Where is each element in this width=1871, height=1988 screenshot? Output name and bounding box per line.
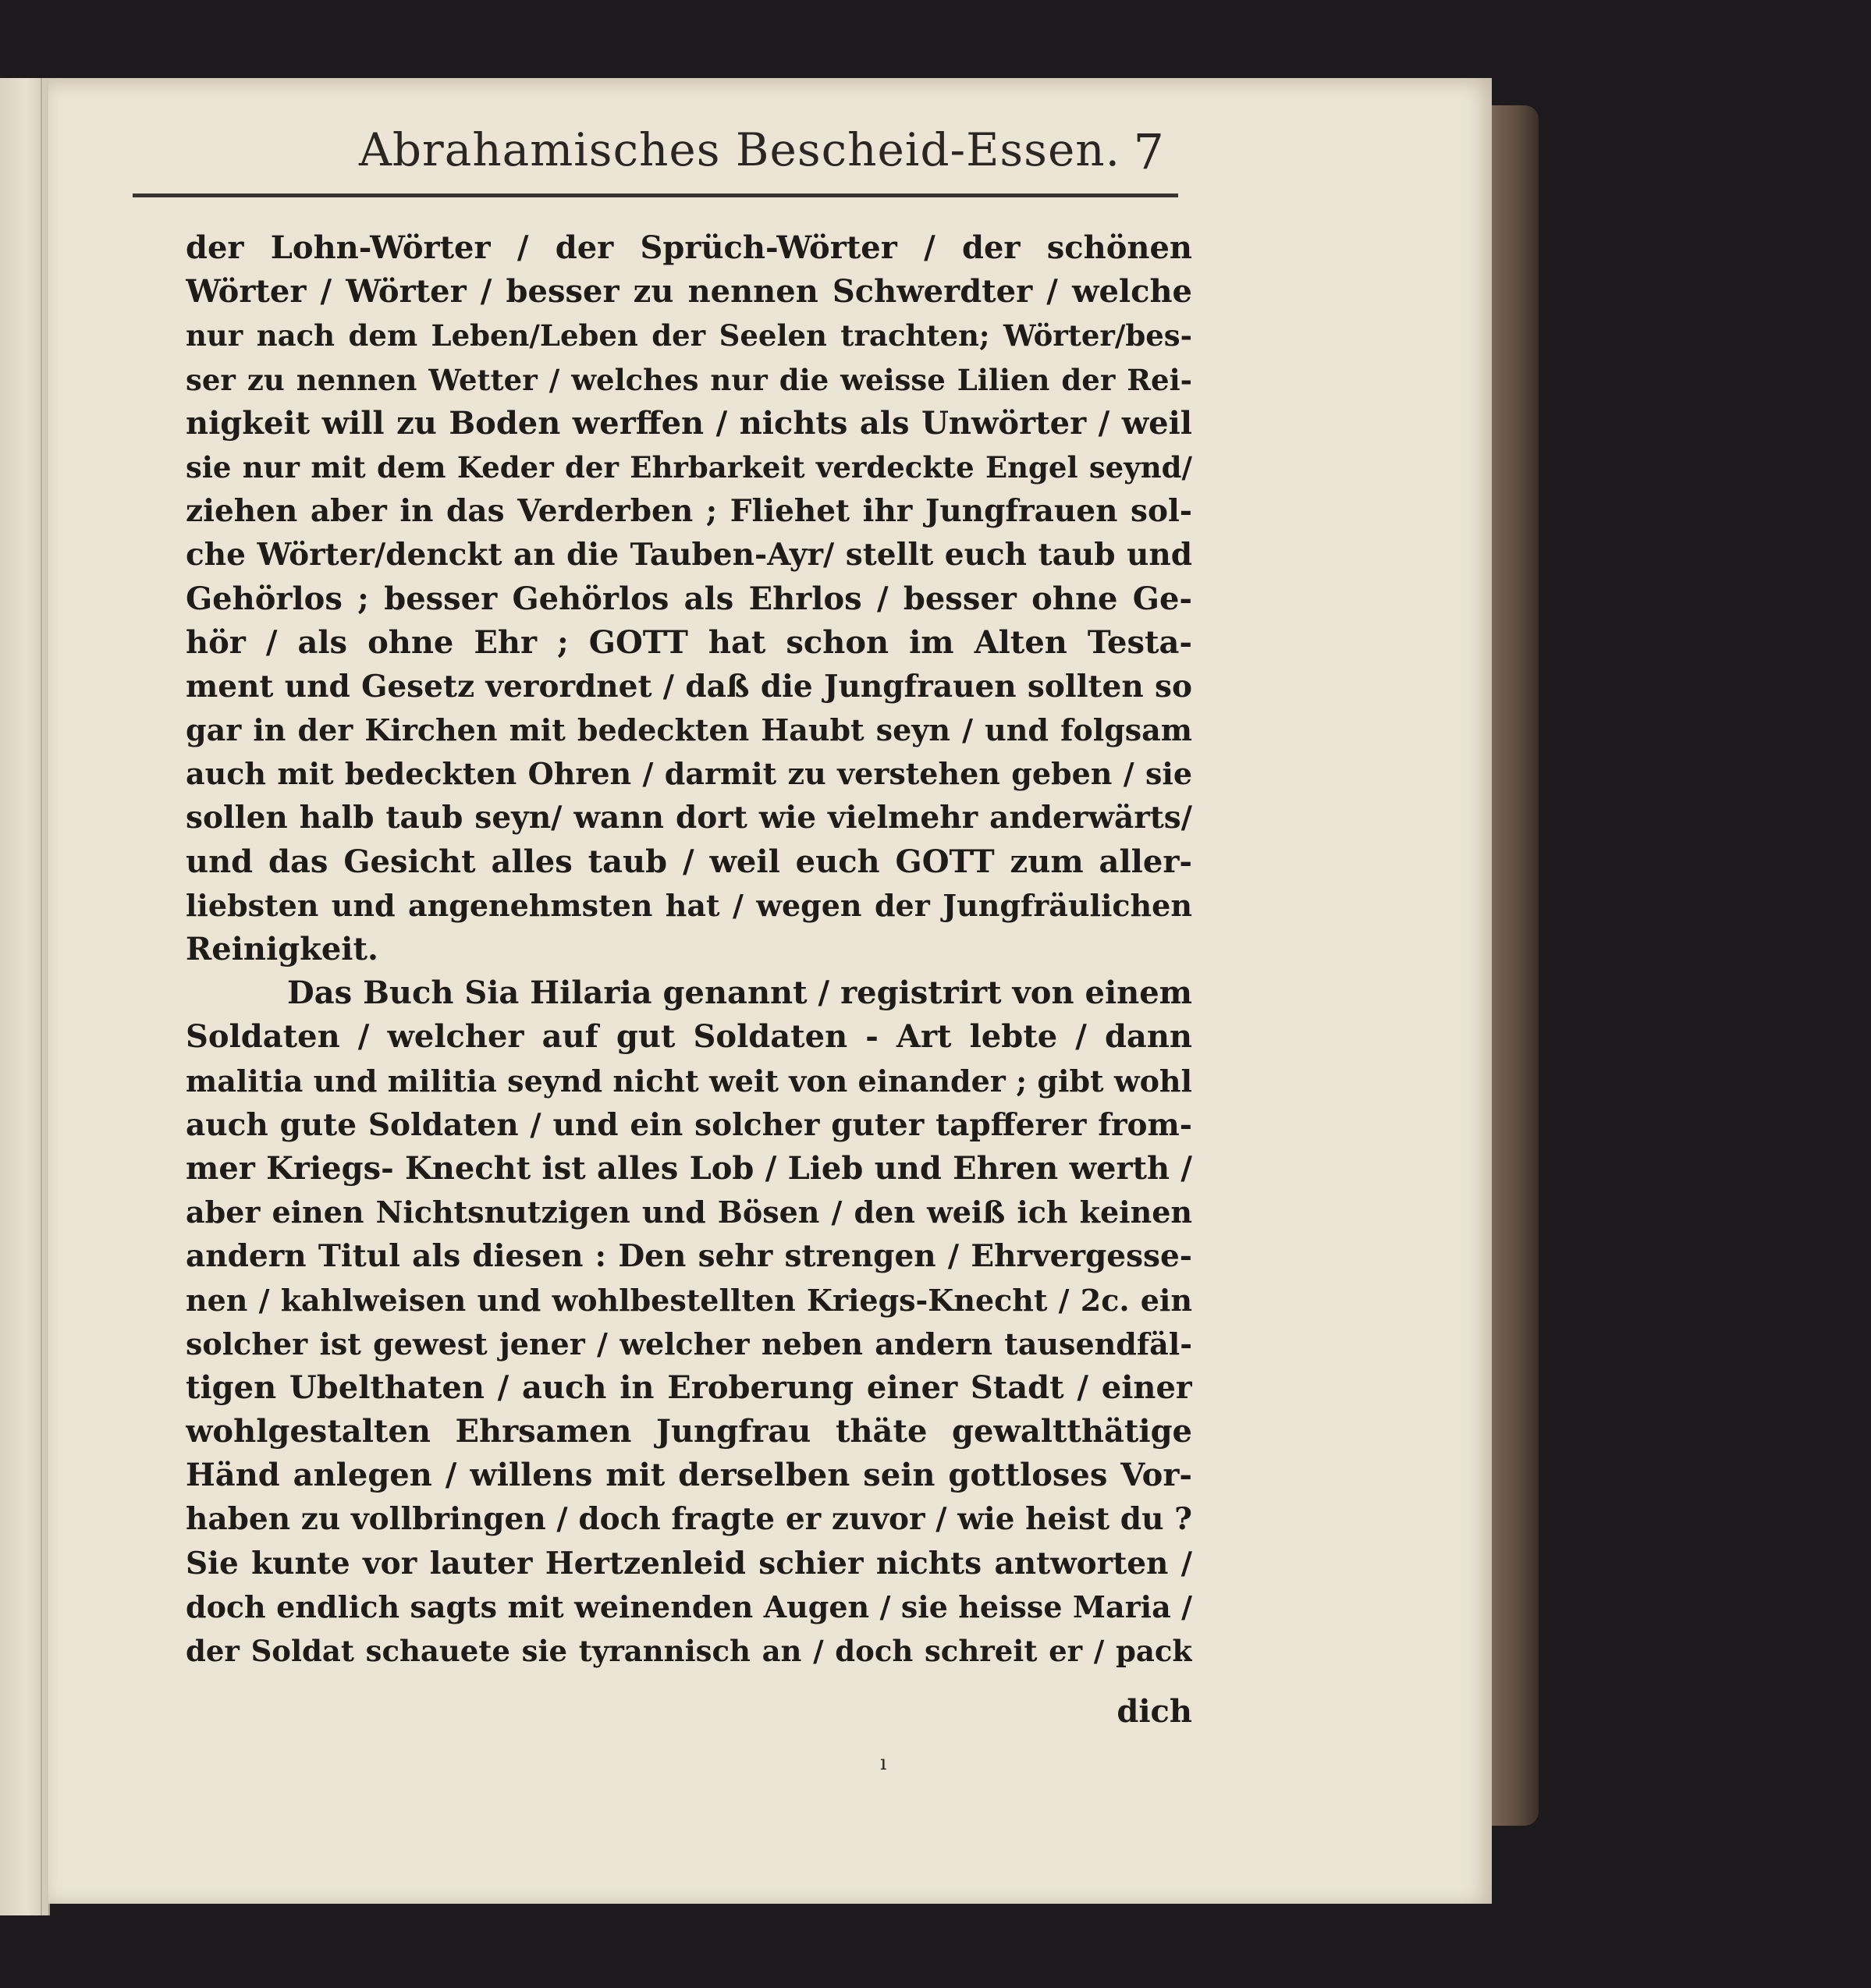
text-line: andern Titul als diesen : Den sehr strengen / Ehrvergesse-	[186, 1238, 1192, 1275]
text-line: mer Kriegs- Knecht ist alles Lob / Lieb und Ehren werth /	[186, 1149, 1192, 1187]
text-line: der Lohn-Wörter / der Sprüch-Wörter / der schönen	[186, 229, 1192, 266]
text-line: doch endlich sagts mit weinenden Augen / sie heisse Maria /	[186, 1589, 1192, 1624]
text-line: und das Gesicht alles taub / weil euch GOTT zum aller-	[186, 843, 1192, 880]
signature-mark: ı	[880, 1752, 887, 1775]
text-line: nur nach dem Leben/Leben der Seelen trachten; Wörter/bes-	[186, 318, 1192, 353]
paragraph-start-line: Das Buch Sia Hilaria genannt / registrirt von einem	[287, 974, 1192, 1012]
text-line: ziehen aber in das Verderben ; Fliehet ihr Jungfrauen sol-	[186, 493, 1192, 530]
text-line: auch gute Soldaten / und ein solcher guter tapfferer from-	[186, 1106, 1192, 1143]
text-line: Händ anlegen / willens mit derselben sein gottloses Vor-	[186, 1457, 1192, 1494]
text-line: der Soldat schauete sie tyrannisch an / doch schreit er / pack	[186, 1634, 1192, 1668]
left-page-edge	[0, 78, 50, 1915]
text-line: liebsten und angenehmsten hat / wegen der Jungfräulichen	[186, 887, 1192, 923]
text-line: solcher ist gewest jener / welcher neben andern tausendfäl-	[186, 1326, 1192, 1361]
text-line: Soldaten / welcher auf gut Soldaten - Art lebte / dann	[186, 1018, 1192, 1056]
text-line: malitia und militia seynd nicht weit von einander ; gibt wohl	[186, 1063, 1192, 1099]
text-line: aber einen Nichtsnutzigen und Bösen / den weiß ich keinen	[186, 1195, 1192, 1230]
text-line: Wörter / Wörter / besser zu nennen Schwerdter / welche	[186, 273, 1192, 311]
text-line: sie nur mit dem Keder der Ehrbarkeit verdeckte Engel seynd/	[186, 449, 1192, 485]
text-line: auch mit bedeckten Ohren / darmit zu verstehen geben / sie	[186, 756, 1192, 792]
text-line: nen / kahlweisen und wohlbestellten Kriegs-Knecht / 2c. ein	[186, 1282, 1192, 1318]
text-line: sollen halb taub seyn/ wann dort wie vielmehr anderwärts/	[186, 800, 1192, 836]
running-title: Abrahamisches Bescheid-Essen.	[359, 123, 1121, 176]
text-line: ment und Gesetz verordnet / daß die Jungfrauen sollten so	[186, 668, 1192, 705]
page-header	[133, 117, 1178, 195]
text-line: Reinigkeit.	[186, 931, 378, 967]
text-line: tigen Ubelthaten / auch in Eroberung einer Stadt / einer	[186, 1369, 1192, 1406]
text-line: che Wörter/denckt an die Tauben-Ayr/ stellt euch taub und	[186, 537, 1192, 573]
text-line: nigkeit will zu Boden werffen / nichts als Unwörter / weil	[186, 404, 1192, 442]
catchword: dich	[1117, 1693, 1192, 1730]
header-rule	[133, 193, 1178, 197]
text-line: haben zu vollbringen / doch fragte er zuvor / wie heist du ?	[186, 1501, 1192, 1538]
text-line: ser zu nennen Wetter / welches nur die weisse Lilien der Rei-	[186, 362, 1192, 397]
text-line: hör / als ohne Ehr ; GOTT hat schon im Alten Testa-	[186, 623, 1192, 661]
page-number: 7	[1133, 123, 1164, 180]
text-line: Sie kunte vor lauter Hertzenleid schier nichts antworten /	[186, 1545, 1192, 1582]
text-line: Gehörlos ; besser Gehörlos als Ehrlos / besser ohne Ge-	[186, 580, 1192, 617]
body-text	[186, 226, 1192, 1673]
text-line: gar in der Kirchen mit bedeckten Haubt seyn / und folgsam	[186, 712, 1192, 748]
text-line: wohlgestalten Ehrsamen Jungfrau thäte gewaltthätige	[186, 1413, 1192, 1450]
